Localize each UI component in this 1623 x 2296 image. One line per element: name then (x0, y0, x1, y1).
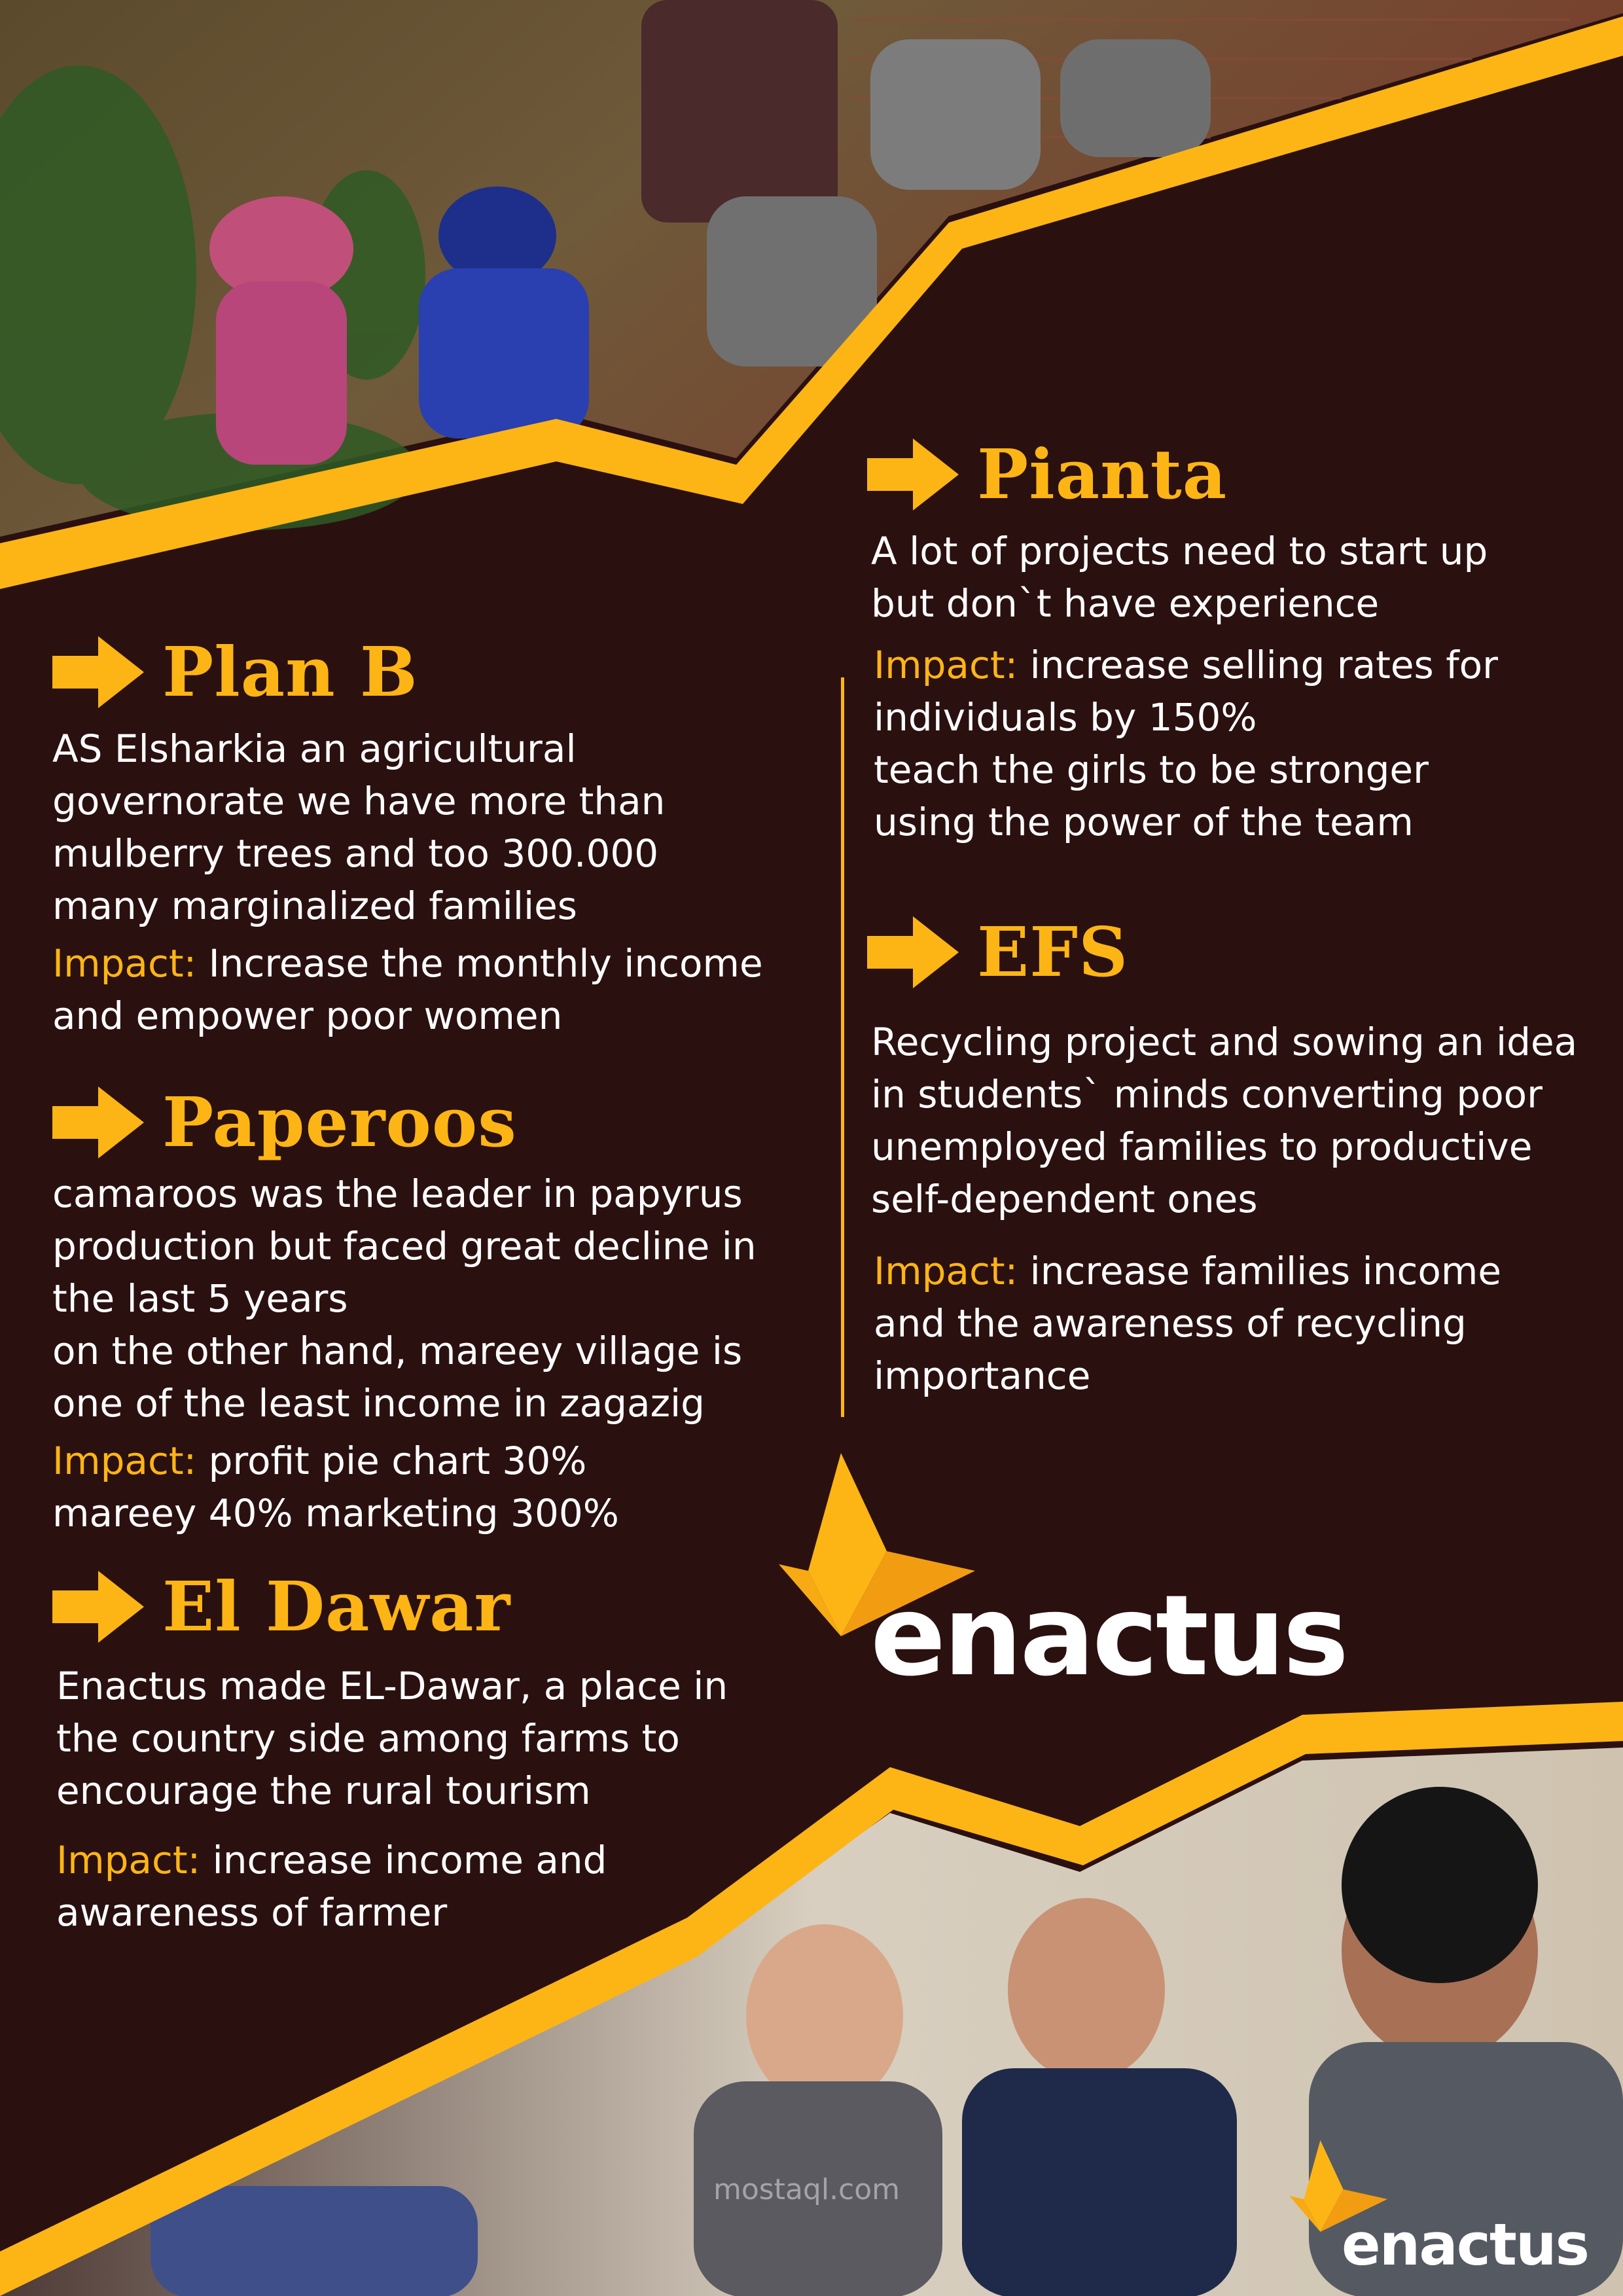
enactus-logo: enactus (870, 1571, 1347, 1701)
impact-block (867, 1245, 1607, 1402)
impact-line: and empower poor women (52, 994, 563, 1038)
impact-block (52, 937, 825, 1042)
arrow-right-icon (867, 439, 959, 511)
arrow-right-icon (52, 636, 144, 708)
impact-label: Impact: (874, 643, 1018, 687)
impact-text: increase selling rates for (1018, 643, 1498, 687)
project-title: EFS (977, 912, 1129, 992)
description-line: Enactus made EL-Dawar, a place in (56, 1664, 728, 1708)
description-line: Recycling project and sowing an idea (871, 1020, 1578, 1064)
impact-label: Impact: (56, 1838, 201, 1882)
column-divider (841, 677, 844, 1417)
impact-line: using the power of the team (874, 800, 1414, 844)
impact-text: increase families income (1018, 1249, 1502, 1293)
project-heading (867, 432, 1607, 517)
project-heading (52, 1080, 825, 1165)
description-line: one of the least income in zagazig (52, 1381, 705, 1426)
project-title: Paperoos (162, 1082, 517, 1162)
impact-text: Increase the monthly income (196, 941, 763, 986)
watermark: mostaql.com (713, 2173, 901, 2206)
project-efs (867, 910, 1607, 1402)
impact-text: profit pie chart 30% (196, 1439, 587, 1483)
impact-line (874, 1245, 1607, 1297)
description-line: encourage the rural tourism (56, 1768, 591, 1813)
project-heading (867, 910, 1607, 995)
description-line: governorate we have more than (52, 779, 666, 823)
description-line: mulberry trees and too 300.000 (52, 831, 659, 876)
project-heading (52, 1564, 825, 1649)
description-line: but don`t have experience (871, 581, 1380, 626)
impact-line: awareness of farmer (56, 1890, 448, 1935)
project-title: Plan B (162, 632, 418, 712)
impact-text: increase income and (200, 1838, 607, 1882)
impact-line (52, 937, 825, 990)
description-line: production but faced great decline in (52, 1224, 757, 1268)
project-el-dawar (52, 1564, 825, 1939)
description-line: AS Elsharkia an agricultural (52, 726, 577, 771)
project-title: El Dawar (162, 1566, 511, 1647)
impact-label: Impact: (52, 1439, 197, 1483)
project-plan-b (52, 630, 825, 1042)
impact-line (874, 639, 1607, 691)
description-line: in students` minds converting poor (871, 1072, 1543, 1117)
description-line: camaroos was the leader in papyrus (52, 1172, 743, 1216)
project-title: Pianta (977, 434, 1228, 514)
impact-line (52, 1435, 825, 1487)
arrow-right-icon (52, 1571, 144, 1643)
project-paperoos (52, 1080, 825, 1539)
impact-block (52, 1435, 825, 1539)
description-line: A lot of projects need to start up (871, 529, 1488, 573)
impact-label: Impact: (874, 1249, 1018, 1293)
impact-block (52, 1834, 825, 1939)
impact-line: mareey 40% marketing 300% (52, 1491, 619, 1535)
description-line: the last 5 years (52, 1276, 348, 1321)
description-line: unemployed families to productive (871, 1124, 1533, 1169)
impact-line: teach the girls to be stronger (874, 747, 1429, 792)
project-heading (52, 630, 825, 715)
impact-line (56, 1834, 825, 1886)
arrow-right-icon (52, 1086, 144, 1158)
description-line: many marginalized families (52, 884, 577, 928)
impact-line: and the awareness of recycling (874, 1301, 1467, 1346)
impact-line: individuals by 150% (874, 695, 1257, 740)
project-pianta (867, 432, 1607, 848)
arrow-right-icon (867, 916, 959, 988)
description-line: self-dependent ones (871, 1177, 1258, 1221)
corner-enactus-logo: enactus (1342, 2211, 1588, 2278)
description-line: the country side among farms to (56, 1716, 680, 1761)
impact-label: Impact: (52, 941, 197, 986)
impact-line: importance (874, 1354, 1091, 1398)
description-line: on the other hand, mareey village is (52, 1329, 743, 1373)
impact-block (867, 639, 1607, 848)
